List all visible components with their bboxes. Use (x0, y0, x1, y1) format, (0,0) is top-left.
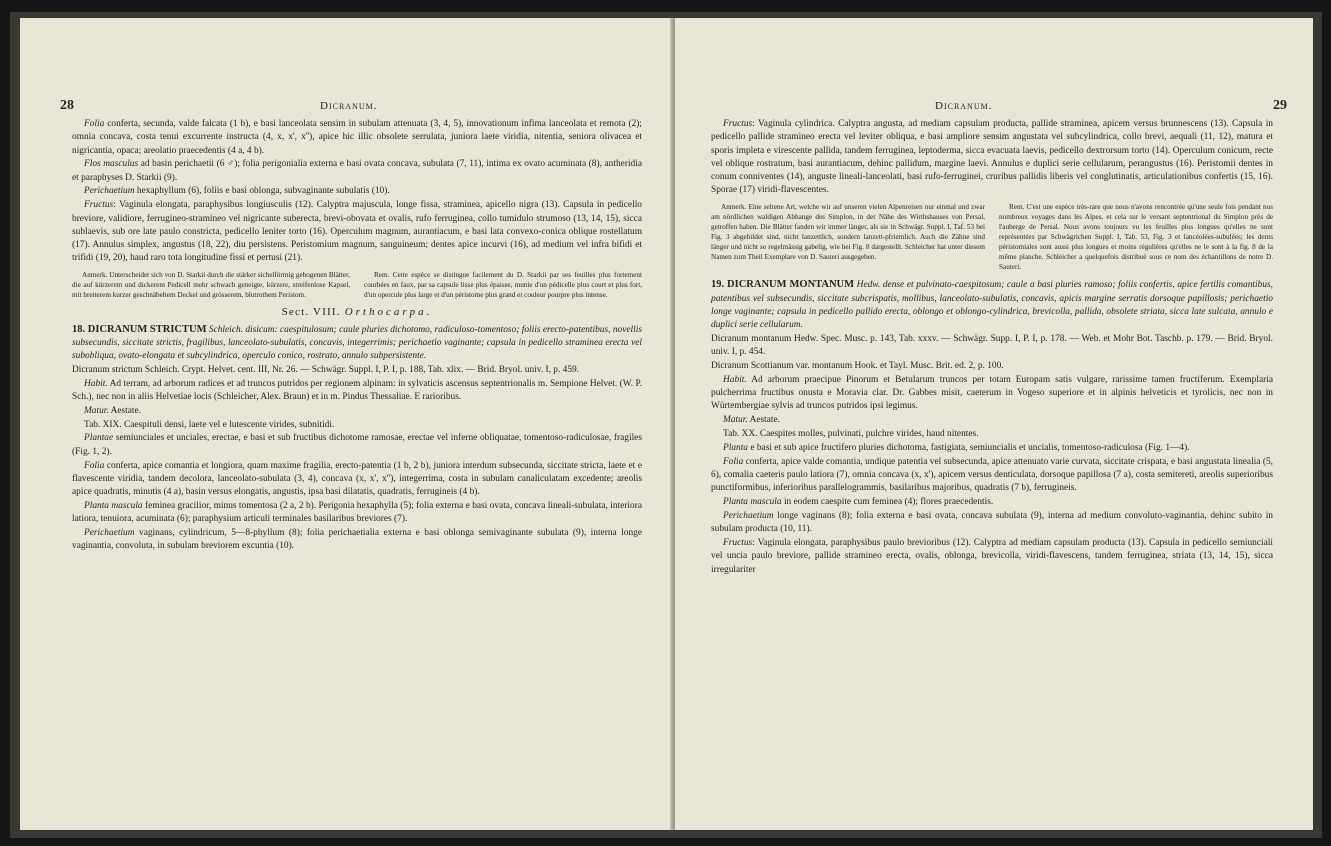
para-text: e basi et sub apice fructifero pluries dichotoma, fastigiata, semiuncialis et uncialis, tomentoso-radiculosa (Fig. 1—4). (748, 442, 1190, 453)
species-diagnosis: Hedw. dense et pulvinato-caespitosum; caule a basi pluries ramoso; foliis confertis, apice fertilis comantibus, patentibus vel subsecundis, siccitate subcrispatis, mollibus, lanceolato-subulatis, concavis, apicis margine serratis dorsoque papillosis; perichaetio longe vaginante; capsula in pedicello pallido erecta, oblongo et oblongo-cylindrica, brevicolla, pallida, obsolete striata, sicca late sulcata, annulo e duplici serie cellularum. (711, 280, 1273, 331)
para-text: : Vaginula elongata, paraphysibus longiusculis (12). Calyptra majuscula, longe fissa, straminea, apicello nigra (13). Capsula in pedicello breviore, validiore, ferrugineo-stramineo vel nigricante suberecta, brevi-obovata et ovalis, rufo ferruginea, collo tumidulo strumoso (13, 14, 15), sicca sublaevis, sub ore late paulo constricta, pedicello leniter torto (16). Operculum magnum, aurantiacum, e basi lata convexo-conica oblique rostellatum (17). Annulus simplex, angustus (18, 22), diu persistens. Peristomium magnum, sanguineum; dentes apice incurvi (16), ad medium vel infra bifidi et trifidi (19, 20), haud raro tota longitudine fissi et pertusi (21). (72, 200, 642, 264)
remarks-block-right (711, 202, 1273, 273)
para-label: Plantae (84, 433, 114, 444)
synonymy: Dicranum Scottianum var. montanum Hook. et Tayl. Musc. Brit. ed. 2, p. 100. (711, 361, 1004, 372)
left-page-text (72, 118, 642, 554)
para-label: Perichaetium (84, 528, 135, 539)
para-text: Ad arborum praecipue Pinorum et Betularum truncos per totam Europam satis vulgare, rarissime tamen fructiferum. Exemplaria pulcherrima fructibus onusta e Moravia clar. Dr. Gabbes misit, caeterum in Vogeso superiore et in alpinis helveticis et tyrolicis, nec non in Würtembergiae sylvis ad truncos putridos ipsi legimus. (711, 374, 1273, 412)
para-text: conferta, apice comantia et longiora, quam maxime fragilia, erecto-patentia (1 b, 2 b), juniora interdum subsecunda, siccitate stricta, laete et e flavescente viridia, tandem decolora, lanceolato-subulata (3, 4), concava (x, x', x''), integerrima, costa in subulam canaliculatam excedente; areolis apice quadratis, minutis (4 a), basin versus elongatis, angustis, ipsa basi dilatatis, quadratis, ferrugineis (4 b). (72, 460, 642, 498)
page-number-right: 29 (1273, 98, 1287, 113)
remark-german: Anmerk. Unterscheidet sich von D. Starkii durch die stärker sichelförmig gebogenen Blätter, die auf kürzerem und dickerem Pedicell mehr schwach geneigte, kürzere, streifenlose Kapsel, mit breiterem kurzer geschnäbeltem Deckel und grösserem, blutrothem Peristom. (72, 270, 350, 299)
page-number-left: 28 (60, 98, 74, 113)
species-diagnosis: Schleich. disicum: caespitulosum; caule pluries dichotomo, radiculoso-tomentoso; foliis erecto-patentibus, novellis subsecundis, siccitate strictis, fragilibus, lanceolato-subulatis, concavis, integerrimis; perichaetio vaginante; capsula in pedicello straminea erecta vel subobliqua, ovato-elongata et subcylindrica, operculo conico, rostrato, annulo subpersistente. (72, 324, 642, 362)
para-label: Perichaetium (723, 510, 774, 521)
para-text: Tab. XIX. Caespituli densi, laete vel e lutescente virides, subnitidi. (84, 419, 335, 430)
remark-german: Anmerk. Eine seltene Art, welche wir auf unseren vielen Alpenreisen nur einmal und zwar am nördlichen waldigen Abhange des Simplon, in der Nähe des Wirthshauses von Persal, getroffen haben. Die Blätter fanden wir immer länger, als sie in Schwägr. Suppl. I, Taf. 53 bei Fig. 3 abgebildet sind, nicht lanzettlich, sondern lanzett-pfriemlich. Auch die Zähne sind länger und nicht so regelmässig gabelig, wie bei Fig. 8 dargestellt. Schleicher hat unter diesem Namen zum Theil Exemplare von D. Sauteri ausgegeben. (711, 202, 985, 261)
section-name: Orthocarpa. (344, 306, 433, 319)
para-label: Fructus (723, 537, 753, 548)
para-label: Habit. (723, 374, 747, 385)
para-text: Ad terram, ad arborum radices et ad truncos putridos per regionem alpinam: in sylvaticis ascensus septentrionalis m. Sempione Helvet. (W. P. Sch.), nec non in aliis Helvetiae locis (Schleicher, Alex. Braun) et in m. Pindus Thessaliae. E rarioribus. (72, 378, 642, 403)
synonymy: Dicranum strictum Schleich. Crypt. Helvet. cent. III, Nr. 26. — Schwägr. Suppl. I, P. I, p. 188, Tab. xlix. — Brid. Bryol. univ. I, p. 459. (72, 364, 580, 375)
remarks-block-left (72, 270, 642, 301)
para-label: Folia (723, 456, 744, 467)
para-label: Matur. (84, 405, 109, 416)
para-text: : Vaginula cylindrica. Calyptra angusta, ad mediam capsulam producta, pallide straminea, apicem versus brunnescens (13). Capsula in pedicello pallide stramineo erecta vel leviter obliqua, e basi ampliore sensim angustata vel subcylindrica, collo brevi, aequali (11, 12), matura et sporis impleta e virescente pallida, tandem ferruginea, leptoderma, sicca evacuata laevis, pedicello dextrorsum torto (14). Operculum conicum, recte vel oblique rostratum, basi aurantiacum, dehinc pallidum, margine laevi. Annulus e duplici serie cellularum, perangustus (16). Peristomii dentes in conum conniventes (14), anguste lineali-lanceolati, basi rufo-ferruginei, cruribus pallidis liberis vel conglutinatis, articulationibus confertis (15, 16). Sporae (17) viridi-flavescentes. (711, 119, 1273, 196)
left-page (20, 18, 672, 830)
para-text: ad basin perichaetii (6 ♂); folia perigonialia externa e basi ovata concava, subulata (7, 11), intima ex ovato acuminata (8), antheridia et paraphyses D. Starkii (9). (72, 159, 643, 183)
para-label: Planta mascula (723, 497, 782, 508)
para-label: Folia (84, 119, 105, 129)
remark-french: Rem. C'est une espèce très-rare que nous n'avons rencontrée qu'une seule fois pendant nos nombreux voyages dans les Alpes, et cela sur le versant septentrional du Simplon près de l'auberge de Persal. Nous avons toujours vu les feuilles plus longues qu'elles ne sont représentées par Schwägrichen Suppl. I, Tab. 53, Fig. 3 et lancéolées-subulées; les dents péristomiales sont aussi plus longues et moins régulières qu'elles ne le sont à la fig. 8 de la même planche. Schleicher a quelquefois distribué sous ce nom des échantillons de notre D. Sauteri. (999, 202, 1273, 271)
section-heading: Sect. VIII. Orthocarpa. (281, 306, 433, 319)
para-text: Tab. XX. Caespites molles, pulvinati, pulchre virides, haud nitentes. (723, 429, 979, 440)
para-text: Aestate. (108, 405, 142, 416)
para-text: vaginans, cylindricum, 5—8-phyllum (8); folia perichaetialia externa e basi oblonga semivaginante subulata (9), interna longe vaginantia, convoluta, in subulam breviorem excuntia (10). (72, 528, 642, 552)
right-page (675, 18, 1313, 830)
para-text: longe vaginans (8); folia externa e basi ovata, concava subulata (9), interna ad medium convoluto-vaginantia, dehinc subito in subulam producta (10, 11). (711, 510, 1273, 535)
running-head-left: Dicranum. (320, 100, 378, 112)
para-text: semiunciales et unciales, erectae, e basi et sub fructibus dichotome ramosae, erectae vel inferne obliquatae, tomentoso-radiculosae, fragiles (Fig. 1, 2). (72, 433, 642, 457)
para-text: in eodem caespite cum feminea (4); flores praecedentis. (781, 497, 994, 508)
para-label: Perichaetium (84, 186, 135, 197)
para-text: feminea gracilior, minus tomentosa (2 a, 2 b). Perigonia hexaphylla (5); folia externa e basi ovata, concava lineali-subulata, interiora latiora, tenuiora, acuminata (6); paraphysium articuli terminales basilaribus breviores (7). (72, 500, 643, 525)
para-label: Planta (723, 442, 748, 453)
para-text: Aestate. (747, 415, 781, 426)
para-label: Fructus (84, 200, 114, 211)
para-text: conferta, apice valde comantia, undique patentia vel subsecunda, apice attenuato varie curvata, siccitate crispata, e basi angustata linealia (5, 6), comalia caeteris paulo latiora (7), omnia concava (x, x'), apicem versus denticulata, dorsoque papillosa (7 a), costa semiteretì, areolis superioribus punctiformibus, inferioribus parallelogrammis, basilaribus majoribus, quadratis (7 b), ferrugineis. (711, 456, 1273, 494)
para-text: conferta, secunda, valde falcata (1 b), e basi lanceolata sensim in subulam attenuata (3, 4, 5), innovationum infima lanceolata et remota (2); omnia concava, costa tenui excurrente instructa (4, x, x', x''), apice hic illic obsolete serrulata, juniora laete viridia, nitentia, seniora olivacea et nigricantia, opaca; areolatio praecedentis (4 a, 4 b). (72, 119, 642, 156)
species-name: 19. DICRANUM MONTANUM (711, 279, 855, 291)
running-head-right: Dicranum. (935, 100, 993, 112)
para-label: Folia (84, 460, 105, 471)
species-heading (72, 323, 642, 364)
species-heading (711, 278, 1273, 332)
para-label: Habit. (84, 378, 108, 389)
para-label: Planta mascula (84, 500, 143, 511)
species-name: 18. DICRANUM STRICTUM (72, 323, 207, 335)
para-label: Flos masculus (84, 159, 139, 170)
book-spread (10, 12, 1322, 838)
right-page-text (711, 118, 1273, 577)
para-label: Matur. (723, 415, 748, 426)
remark-french: Rem. Cette espèce se distingue facilement du D. Starkii par ses feuilles plus fortement courbées en faux, par sa capsule lisse plus épaisse, munie d'un pédicelle plus court et plus fort, d'un opercule plus large et d'un péristome plus grand et couleur pourpre plus intense. (364, 270, 642, 299)
para-label: Fructus (723, 119, 753, 129)
para-text: : Vaginula elongata, paraphysibus paulo brevioribus (12). Calyptra ad mediam capsulam producta (13). Capsula in pedicello semiunciali vel uncia paulo breviore, pallide stramineo erecta, ovalis, oblonga, brevicolla, viridi-flavescens, tandem ferruginea, striata (13, 14, 15), sicca irregulariter (711, 537, 1273, 575)
synonymy: Dicranum montanum Hedw. Spec. Musc. p. 143, Tab. xxxv. — Schwägr. Supp. I, P. I, p. 178. — Web. et Mohr Bot. Taschb. p. 179. — Brid. Bryol. univ. I, p. 454. (711, 333, 1273, 358)
para-text: hexaphyllum (6), foliis e basi oblonga, subvaginante subulatis (10). (134, 186, 390, 197)
